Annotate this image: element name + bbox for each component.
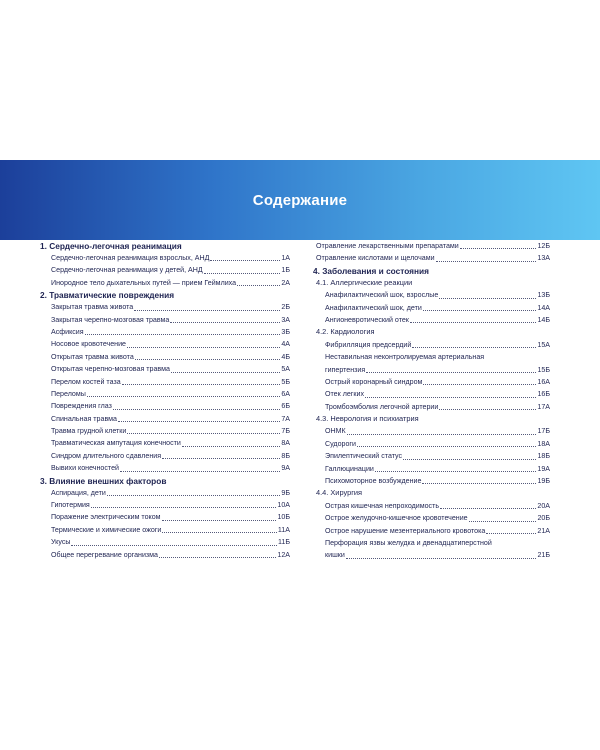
toc-entry-label: Инородное тело дыхательных путей — прием Геймлиха (51, 278, 237, 287)
toc-entry-line (325, 364, 550, 376)
toc-entry-label: Отравление лекарственными препаратами (316, 241, 459, 250)
toc-entry[interactable] (40, 326, 290, 338)
toc-entry-page: 3А (281, 315, 290, 324)
toc-entry[interactable] (40, 400, 290, 412)
toc-entry-page: 4Б (281, 352, 290, 361)
dot-leader (486, 533, 536, 534)
toc-entry[interactable] (40, 301, 290, 313)
section-heading: 1. Сердечно-легочная реанимация (40, 241, 182, 251)
section-heading: 4. Заболевания и состояния (313, 265, 429, 276)
toc-entry-page: 13А (537, 254, 550, 263)
toc-entry-label: Переломы (51, 389, 86, 398)
toc-entry-page: 14Б (537, 315, 550, 324)
toc-entry[interactable] (313, 401, 550, 413)
toc-entry-page: 21А (537, 526, 550, 535)
toc-entry-page: 7А (281, 414, 290, 423)
toc-entry-label: Травма грудной клетки (51, 427, 127, 436)
toc-entry-page: 8А (281, 439, 290, 448)
toc-entry-label: Фибрилляция предсердий (325, 340, 412, 349)
toc-entry[interactable] (40, 536, 290, 548)
toc-entry-page: 5Б (281, 377, 290, 386)
toc-entry-label: Укусы (51, 538, 71, 547)
subsection-heading: 4.4. Хирургия (316, 488, 363, 498)
toc-left-column (40, 240, 290, 561)
toc-entry-page: 5А (281, 365, 290, 374)
toc-entry-label: Острое желудочно-кишечное кровотечение (325, 514, 468, 523)
toc-entry-page: 15Б (537, 365, 550, 374)
toc-entry-line (325, 549, 550, 561)
toc-entry-page: 12Б (537, 241, 550, 250)
toc-entry-label: Носовое кровотечение (51, 340, 127, 349)
toc-entry-page: 16А (537, 377, 550, 386)
dot-leader (162, 532, 276, 533)
toc-entry[interactable] (313, 376, 550, 388)
dot-leader (423, 384, 536, 385)
toc-entry[interactable] (40, 264, 290, 276)
toc-entry[interactable] (40, 437, 290, 449)
toc-entry-page: 10А (277, 501, 290, 510)
toc-entry-page: 14А (537, 303, 550, 312)
toc-entry-label: Аспирация, дети (51, 488, 106, 497)
toc-entry-label: Поражение электрическим током (51, 513, 161, 522)
toc-entry-label: Открытая черепно-мозговая травма (51, 365, 170, 374)
toc-entry[interactable] (313, 388, 550, 400)
dot-leader (366, 372, 536, 373)
subsection-heading: 4.3. Неврология и психиатрия (316, 414, 419, 424)
toc-entry-page: 18А (537, 439, 550, 448)
subsection-heading: 4.1. Аллергические реакции (316, 277, 413, 287)
toc-entry-page: 11Б (277, 538, 290, 547)
toc-entry[interactable] (313, 240, 550, 252)
toc-entry-page: 17Б (537, 427, 550, 436)
toc-entry[interactable] (40, 413, 290, 425)
toc-entry-label: Острый коронарный синдром (325, 377, 423, 386)
dot-leader (347, 434, 537, 435)
toc-entry[interactable] (313, 463, 550, 475)
toc-entry-label: Анафилактический шок, взрослые (325, 291, 439, 300)
dot-leader (469, 521, 537, 522)
toc-entry[interactable] (313, 252, 550, 264)
toc-entry-label: Вывихи конечностей (51, 464, 119, 473)
toc-entry-page: 20Б (537, 514, 550, 523)
toc-entry-page: 20А (537, 501, 550, 510)
dot-leader (87, 396, 280, 397)
toc-entry-label: Закрытая черепно-мозговая травма (51, 315, 170, 324)
toc-entry-page: 1Б (281, 266, 290, 275)
toc-entry[interactable] (40, 499, 290, 511)
toc-entry[interactable] (40, 549, 290, 561)
toc-entry-label: гипертензия (325, 365, 366, 374)
toc-entry-label: кишки (325, 551, 345, 560)
dot-leader (410, 322, 537, 323)
toc-entry-label: Гипотермия (51, 501, 90, 510)
toc-entry-page: 8Б (281, 451, 290, 460)
toc-entry[interactable] (40, 338, 290, 350)
dot-leader (113, 409, 281, 410)
toc-entry-page: 19Б (537, 477, 550, 486)
toc-entry-page: 19А (537, 464, 550, 473)
dot-leader (159, 557, 276, 558)
dot-leader (71, 545, 276, 546)
toc-entry-label: Термические и химические ожоги (51, 525, 162, 534)
toc-entry[interactable] (40, 388, 290, 400)
toc-entry[interactable] (40, 363, 290, 375)
toc-entry-page: 2А (281, 278, 290, 287)
toc-entry-label: Острое нарушение мезентериального кровотока (325, 526, 486, 535)
toc-entry[interactable] (40, 277, 290, 289)
dot-leader (375, 471, 537, 472)
dot-leader (127, 347, 280, 348)
dot-leader (127, 433, 280, 434)
dot-leader (120, 471, 280, 472)
toc-entry[interactable] (313, 351, 550, 376)
toc-entry-label: Отек легких (325, 390, 364, 399)
toc-entry-page: 10Б (277, 513, 290, 522)
toc-entry-page: 21Б (537, 551, 550, 560)
dot-leader (182, 446, 280, 447)
dot-leader (171, 372, 280, 373)
toc-entry-label: Общее перегревание организма (51, 550, 159, 559)
toc-entry-label: Галлюцинации (325, 464, 374, 473)
toc-entry-page: 4А (281, 340, 290, 349)
dot-leader (422, 483, 536, 484)
toc-entry[interactable] (313, 512, 550, 524)
toc-entry-label: Повреждения глаз (51, 402, 112, 411)
toc-entry[interactable] (40, 252, 290, 264)
toc-entry-label: Асфиксия (51, 327, 84, 336)
toc-entry-label: Анафилактический шок, дети (325, 303, 422, 312)
dot-leader (107, 495, 281, 496)
dot-leader (403, 459, 536, 460)
toc-entry[interactable] (40, 314, 290, 326)
toc-entry[interactable] (313, 289, 550, 301)
toc-entry-page: 2Б (281, 303, 290, 312)
toc-right-column (313, 240, 550, 562)
toc-entry[interactable] (40, 511, 290, 523)
toc-entry[interactable] (40, 450, 290, 462)
toc-entry-page: 9А (281, 464, 290, 473)
toc-entry-label: ОНМК (325, 427, 346, 436)
toc-entry-page: 1А (281, 253, 290, 262)
toc-entry-label: Спинальная травма (51, 414, 117, 423)
toc-entry[interactable] (313, 339, 550, 351)
toc-entry-page: 9Б (281, 488, 290, 497)
toc-entry-label: Неставильная неконтролируемая артериальная (325, 353, 485, 362)
toc-entry-page: 6А (281, 389, 290, 398)
toc-entry-label: Тромбоэмболия легочной артерии (325, 402, 439, 411)
toc-entry[interactable] (313, 438, 550, 450)
dot-leader (439, 409, 536, 410)
section-heading: 2. Травматические повреждения (40, 290, 175, 301)
toc-entry-page: 12А (277, 550, 290, 559)
toc-entry[interactable] (40, 487, 290, 499)
dot-leader (210, 260, 280, 261)
toc-entry-page: 6Б (281, 402, 290, 411)
toc-entry[interactable] (313, 314, 550, 326)
toc-entry-page: 11А (277, 525, 290, 534)
header-banner (0, 160, 600, 240)
toc-entry-page: 16Б (537, 390, 550, 399)
dot-leader (162, 520, 277, 521)
subsection-heading: 4.2. Кардиология (316, 327, 375, 337)
toc-entry-page: 7Б (281, 427, 290, 436)
toc-entry-label: Синдром длительного сдавления (51, 451, 162, 460)
dot-leader (122, 384, 281, 385)
dot-leader (423, 310, 537, 311)
dot-leader (440, 508, 536, 509)
dot-leader (162, 458, 280, 459)
dot-leader (460, 248, 537, 249)
dot-leader (170, 322, 280, 323)
dot-leader (365, 397, 536, 398)
dot-leader (204, 273, 281, 274)
toc-entry[interactable] (40, 376, 290, 388)
toc-entry[interactable] (313, 302, 550, 314)
toc-entry-label: Отравление кислотами и щелочами (316, 254, 435, 263)
section-heading: 3. Влияние внешних факторов (40, 475, 167, 486)
toc-entry-label: Судороги (325, 439, 356, 448)
toc-entry[interactable] (40, 425, 290, 437)
toc-entry-label: Сердечно-легочная реанимация у детей, АНД (51, 266, 203, 275)
toc-entry-label: Ангионевротический отек (325, 315, 409, 324)
dot-leader (135, 359, 281, 360)
toc-entry[interactable] (313, 450, 550, 462)
toc-entry-label: Открытая травма живота (51, 352, 134, 361)
toc-entry-label: Травматическая ампутация конечности (51, 439, 181, 448)
dot-leader (91, 507, 277, 508)
toc-entry-page: 15А (537, 340, 550, 349)
toc-entry[interactable] (40, 351, 290, 363)
dot-leader (357, 446, 536, 447)
toc-entry-page: 13Б (537, 291, 550, 300)
toc-entry-label: Сердечно-легочная реанимация взрослых, АНД (51, 253, 210, 262)
dot-leader (412, 347, 536, 348)
toc-entry[interactable] (313, 525, 550, 537)
dot-leader (85, 334, 281, 335)
toc-entry-label: Эпилептический статус (325, 452, 403, 461)
toc-entry[interactable] (40, 462, 290, 474)
toc-entry-label: Психомоторное возбуждение (325, 477, 422, 486)
toc-entry-label: Перфорация язвы желудка и двенадцатиперстной (325, 539, 492, 547)
toc-entry-page: 18Б (537, 452, 550, 461)
toc-entry[interactable] (313, 475, 550, 487)
toc-entry[interactable] (313, 500, 550, 512)
toc-entry[interactable] (313, 537, 550, 562)
toc-entry[interactable] (313, 425, 550, 437)
page-title: Содержание (252, 191, 348, 209)
toc-entry-page: 3Б (281, 327, 290, 336)
toc-entry-label: Перелом костей таза (51, 377, 121, 386)
dot-leader (237, 285, 280, 286)
dot-leader (134, 310, 280, 311)
dot-leader (439, 298, 536, 299)
toc-entry-label: Острая кишечная непроходимость (325, 501, 440, 510)
dot-leader (118, 421, 280, 422)
toc-entry-label: Закрытая травма живота (51, 303, 134, 312)
dot-leader (436, 261, 537, 262)
toc-entry-page: 17А (537, 402, 550, 411)
toc-entry[interactable] (40, 524, 290, 536)
dot-leader (346, 558, 537, 559)
